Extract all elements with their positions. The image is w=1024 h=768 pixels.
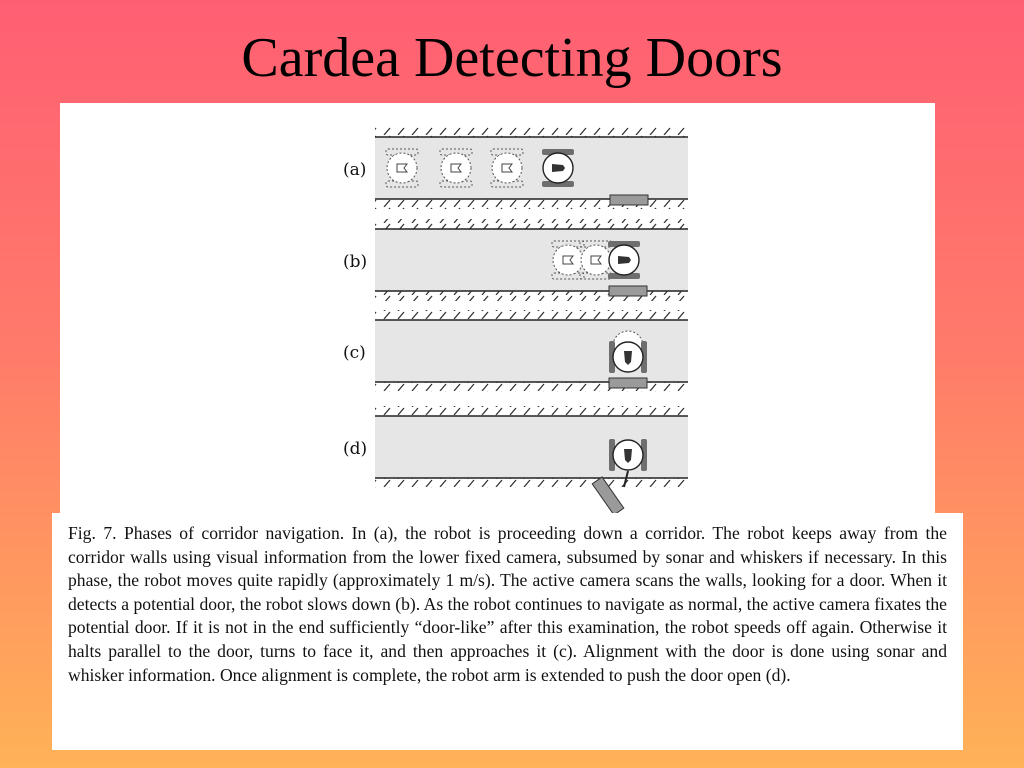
door xyxy=(609,378,647,388)
corridor xyxy=(375,137,688,199)
figure-panel xyxy=(60,103,935,515)
panel-label-a: (a) xyxy=(343,160,367,180)
panel-d xyxy=(343,406,688,515)
caption-panel xyxy=(52,513,963,750)
robot-icon xyxy=(609,439,647,471)
slide-title: Cardea Detecting Doors xyxy=(241,27,783,89)
panel-c xyxy=(343,310,688,392)
robot-icon xyxy=(609,341,647,373)
figure-caption: Fig. 7. Phases of corridor navigation. In (a), the robot is proceeding down a corridor. The robot keeps away from the corridor walls using visual information from the lower fixed camera, subsumed by sonar and whiskers if necessary. In this phase, the robot moves quite rapidly (approximately 1 m/s). The active camera scans the walls, looking for a door. When it detects a potential door, the robot slows down (b). As the robot continues to navigate as normal, the active camera fixates the potential door. If it is not in the end sufficiently “door-like” after this examination, the robot speeds off again. Otherwise it halts parallel to the door, turns to face it, and then approaches it (c). Alignment with the door is done using sonar and whisker information. Once alignment is complete, the robot arm is extended to push the door open (d). xyxy=(68,523,947,685)
panel-a xyxy=(343,127,688,209)
door xyxy=(610,195,648,205)
corridor xyxy=(375,229,688,291)
corridor-diagram xyxy=(60,103,935,515)
robot-icon xyxy=(542,149,574,187)
door xyxy=(609,286,647,296)
panel-label-d: (d) xyxy=(343,439,368,459)
wall-hatch xyxy=(375,127,688,137)
panel-b xyxy=(343,219,688,301)
robot-icon xyxy=(608,241,640,279)
panel-label-c: (c) xyxy=(343,343,366,363)
panel-label-b: (b) xyxy=(343,252,368,272)
